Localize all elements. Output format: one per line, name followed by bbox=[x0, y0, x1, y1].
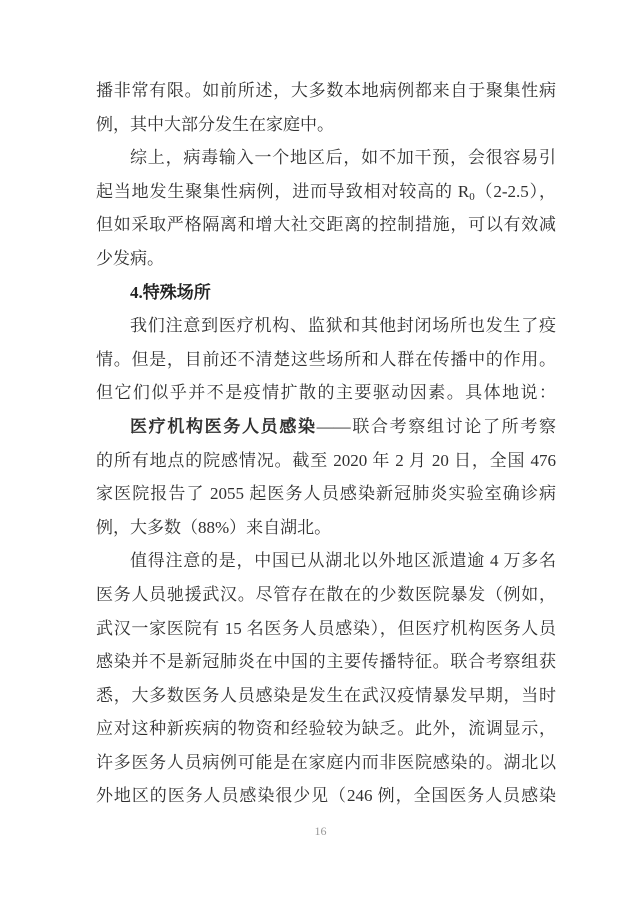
text-segment: 少发病。 bbox=[96, 248, 164, 268]
text-line bbox=[96, 108, 556, 142]
text-line bbox=[96, 208, 556, 242]
text-line bbox=[96, 612, 556, 646]
text-line bbox=[96, 746, 556, 780]
text-line bbox=[96, 645, 556, 679]
text-segment: 情。但是，目前还不清楚这些场所和人群在传播中的作用。 bbox=[96, 349, 556, 369]
bold-text: 4.特殊场所 bbox=[130, 282, 211, 302]
text-line bbox=[96, 544, 556, 578]
text-segment: 的所有地点的院感情况。截至 2020 年 2 月 20 日，全国 476 bbox=[96, 450, 556, 470]
page-number: 16 bbox=[314, 824, 327, 838]
text-segment: 但它们似乎并不是疫情扩散的主要驱动因素。具体地说： bbox=[96, 383, 556, 403]
text-segment: 许多医务人员病例可能是在家庭内而非医院感染的。湖北以 bbox=[96, 752, 556, 772]
text-segment: 起当地发生聚集性病例，进而导致相对较高的 R bbox=[96, 181, 470, 201]
text-segment: 悉，大多数医务人员感染是发生在武汉疫情暴发早期，当时 bbox=[96, 685, 556, 705]
section-heading bbox=[96, 276, 556, 310]
text-line bbox=[96, 309, 556, 343]
text-segment: 但如采取严格隔离和增大社交距离的控制措施，可以有效减 bbox=[96, 215, 556, 235]
text-segment: （2-2.5）， bbox=[474, 181, 556, 201]
text-line bbox=[96, 712, 556, 746]
bold-text: 医疗机构医务人员感染 bbox=[130, 416, 317, 436]
text-line bbox=[96, 511, 556, 545]
text-line bbox=[96, 242, 556, 276]
text-segment: 例，大多数（88%）来自湖北。 bbox=[96, 517, 332, 537]
text-line bbox=[96, 376, 556, 410]
text-line bbox=[96, 343, 556, 377]
text-line bbox=[96, 410, 556, 444]
text-segment: 应对这种新疾病的物资和经验较为缺乏。此外，流调显示， bbox=[96, 719, 556, 739]
text-segment: 武汉一家医院有 15 名医务人员感染），但医疗机构医务人员 bbox=[96, 618, 556, 638]
text-segment: 外地区的医务人员感染很少见（246 例，全国医务人员感染 bbox=[96, 786, 556, 806]
text-segment: 医务人员驰援武汉。尽管存在散在的少数医院暴发（例如， bbox=[96, 584, 556, 604]
text-line bbox=[96, 779, 556, 813]
text-line bbox=[96, 175, 556, 209]
text-line bbox=[96, 679, 556, 713]
text-line bbox=[96, 444, 556, 478]
document-body bbox=[96, 74, 556, 813]
text-segment: 值得注意的是，中国已从湖北以外地区派遣逾 4 万多名 bbox=[130, 551, 556, 571]
subscript-text: 0 bbox=[469, 190, 475, 203]
text-segment: 综上，病毒输入一个地区后，如不加干预，会很容易引 bbox=[130, 148, 556, 168]
text-segment: 播非常有限。如前所述，大多数本地病例都来自于聚集性病 bbox=[96, 81, 556, 100]
text-line bbox=[96, 74, 556, 108]
text-segment: 家医院报告了 2055 起医务人员感染新冠肺炎实验室确诊病 bbox=[96, 484, 556, 504]
text-line bbox=[96, 477, 556, 511]
text-segment: 我们注意到医疗机构、监狱和其他封闭场所也发生了疫 bbox=[130, 316, 556, 336]
text-segment: 例，其中大部分发生在家庭中。 bbox=[96, 114, 334, 134]
text-segment: 感染并不是新冠肺炎在中国的主要传播特征。联合考察组获 bbox=[96, 652, 556, 672]
text-segment: ——联合考察组讨论了所考察 bbox=[316, 416, 557, 436]
text-line bbox=[96, 578, 556, 612]
text-line bbox=[96, 141, 556, 175]
